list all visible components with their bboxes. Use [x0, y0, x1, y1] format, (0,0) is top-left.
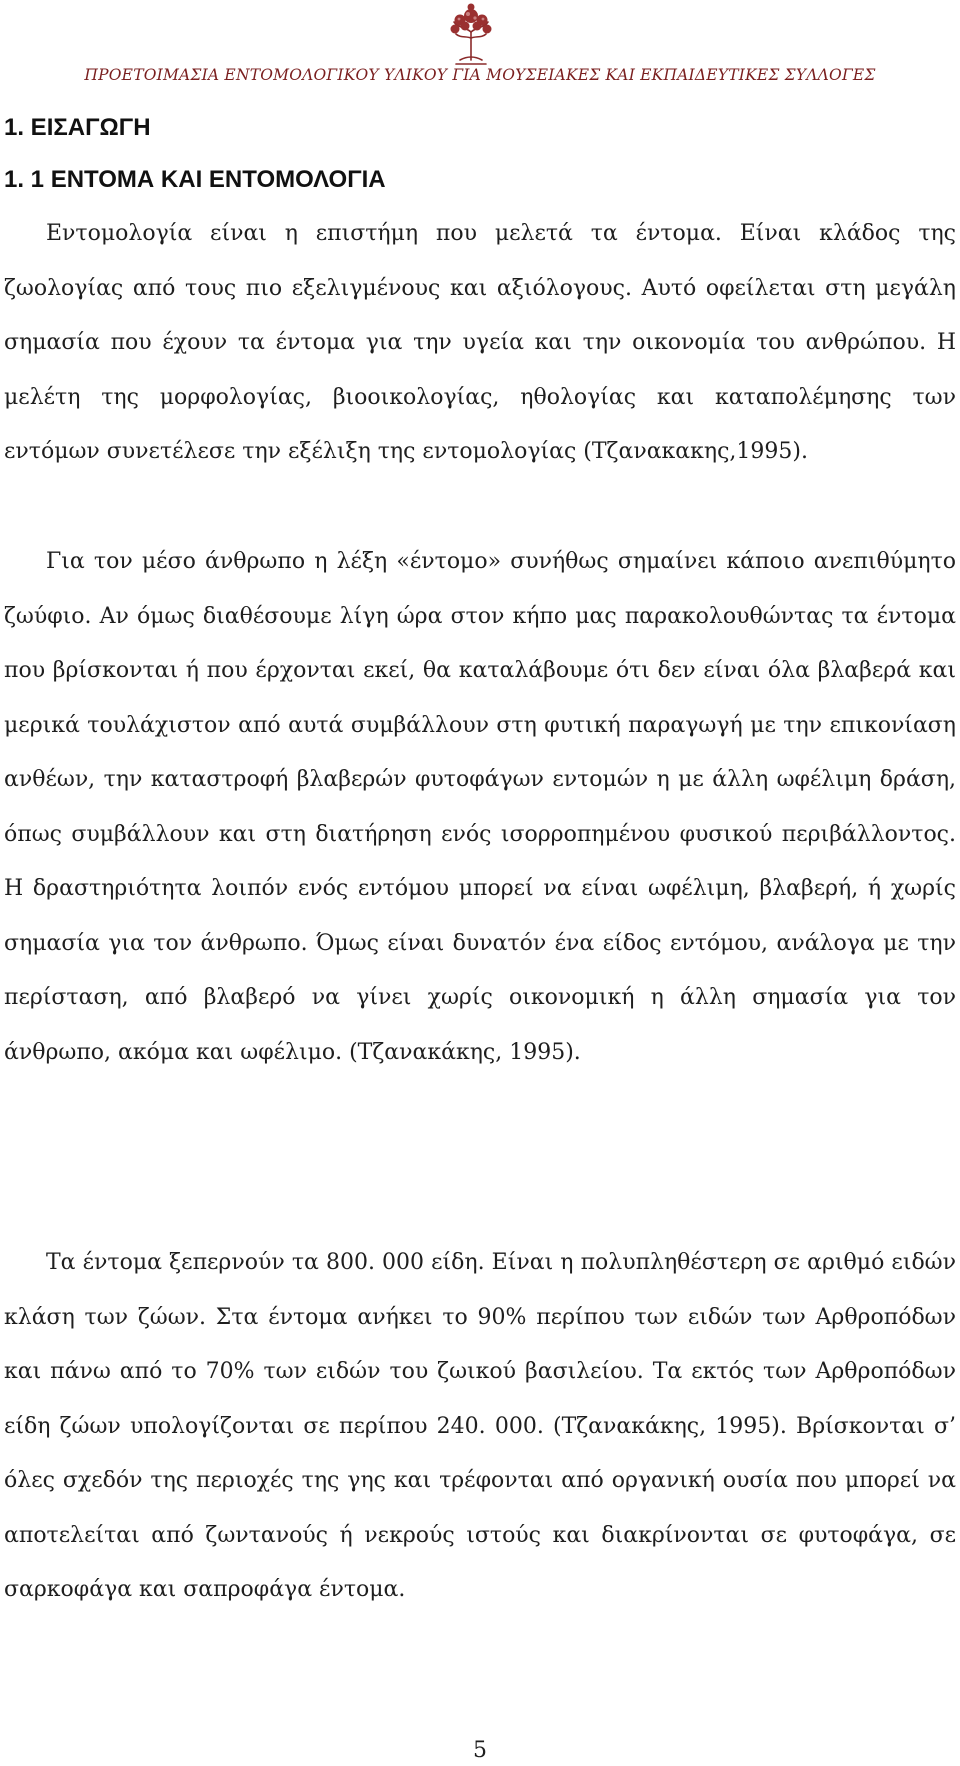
- page-number: 5: [473, 1738, 487, 1763]
- chapter-heading: 1. ΕΙΣΑΓΩΓΗ: [4, 114, 151, 141]
- page-header: [0, 0, 960, 100]
- paragraph-2: Για τον μέσο άνθρωπο η λέξη «έντομο» συνήθως σημαίνει κάποιο ανεπιθύμητο ζωύφιο. Αν όμως διαθέσουμε λίγη ώρα στον κήπο μας παρακολουθώντας τα έντομα που βρίσκονται ή που έρχονται εκεί, θα καταλάβουμε ότι δεν είναι όλα βλαβερά και μερικά τουλάχιστον από αυτά συμβάλλουν στη φυτική παραγωγή με την επικονίαση ανθέων, την καταστροφή βλαβερών φυτοφάγων εντομών η με άλλη ωφέλιμη δράση, όπως συμβάλλουν και στη διατήρηση ενός ισορροπημένου φυσικού περιβάλλοντος. Η δραστηριότητα λοιπόν ενός εντόμου μπορεί να είναι ωφέλιμη, βλαβερή, ή χωρίς σημασία για τον άνθρωπο. Όμως είναι δυνατόν ένα είδος εντόμου, ανάλογα με την περίσταση, από βλαβερό να γίνει χωρίς οικονομική η άλλη σημασία για τον άνθρωπο, ακόμα και ωφέλιμο. (Τζανακάκης, 1995).: [4, 549, 956, 1065]
- tree-emblem-icon: [446, 2, 496, 66]
- paragraph-1: Εντομολογία είναι η επιστήμη που μελετά τα έντομα. Είναι κλάδος της ζωολογίας από τους πιο εξελιγμένους και αξιόλογους. Αυτό οφείλεται στη μεγάλη σημασία που έχουν τα έντομα για την υγεία και την οικονομία του ανθρώπου. Η μελέτη της μορφολογίας, βιοοικολογίας, ηθολογίας και καταπολέμησης των εντόμων συνετέλεσε την εξέλιξη της εντομολογίας (Τζανακακης,1995).: [4, 221, 956, 464]
- running-header-title: ΠΡΟΕΤΟΙΜΑΣΙΑ ΕΝΤΟΜΟΛΟΓΙΚΟΥ ΥΛΙΚΟΥ ΓΙΑ ΜΟΥΣΕΙΑΚΕΣ ΚΑΙ ΕΚΠΑΙΔΕΥΤΙΚΕΣ ΣΥΛΛΟΓΕΣ: [84, 66, 876, 84]
- paragraph-3: Τα έντομα ξεπερνούν τα 800. 000 είδη. Είναι η πολυπληθέστερη σε αριθμό ειδών κλάση των ζώων. Στα έντομα ανήκει το 90% περίπου των ειδών των Αρθροπόδων και πάνω από το 70% των ειδών του ζωικού βασιλείου. Τα εκτός των Αρθροπόδων είδη ζώων υπολογίζονται σε περίπου 240. 000. (Τζανακάκης, 1995). Βρίσκονται σ’ όλες σχεδόν της περιοχές της γης και τρέφονται από οργανική ουσία που μπορεί να αποτελείται από ζωντανούς ή νεκρούς ιστούς και διακρίνονται σε φυτοφάγα, σε σαρκοφάγα και σαπροφάγα έντομα.: [4, 1250, 956, 1602]
- section-heading: 1. 1 ΕΝΤΟΜΑ ΚΑΙ ΕΝΤΟΜΟΛΟΓΙΑ: [4, 166, 386, 193]
